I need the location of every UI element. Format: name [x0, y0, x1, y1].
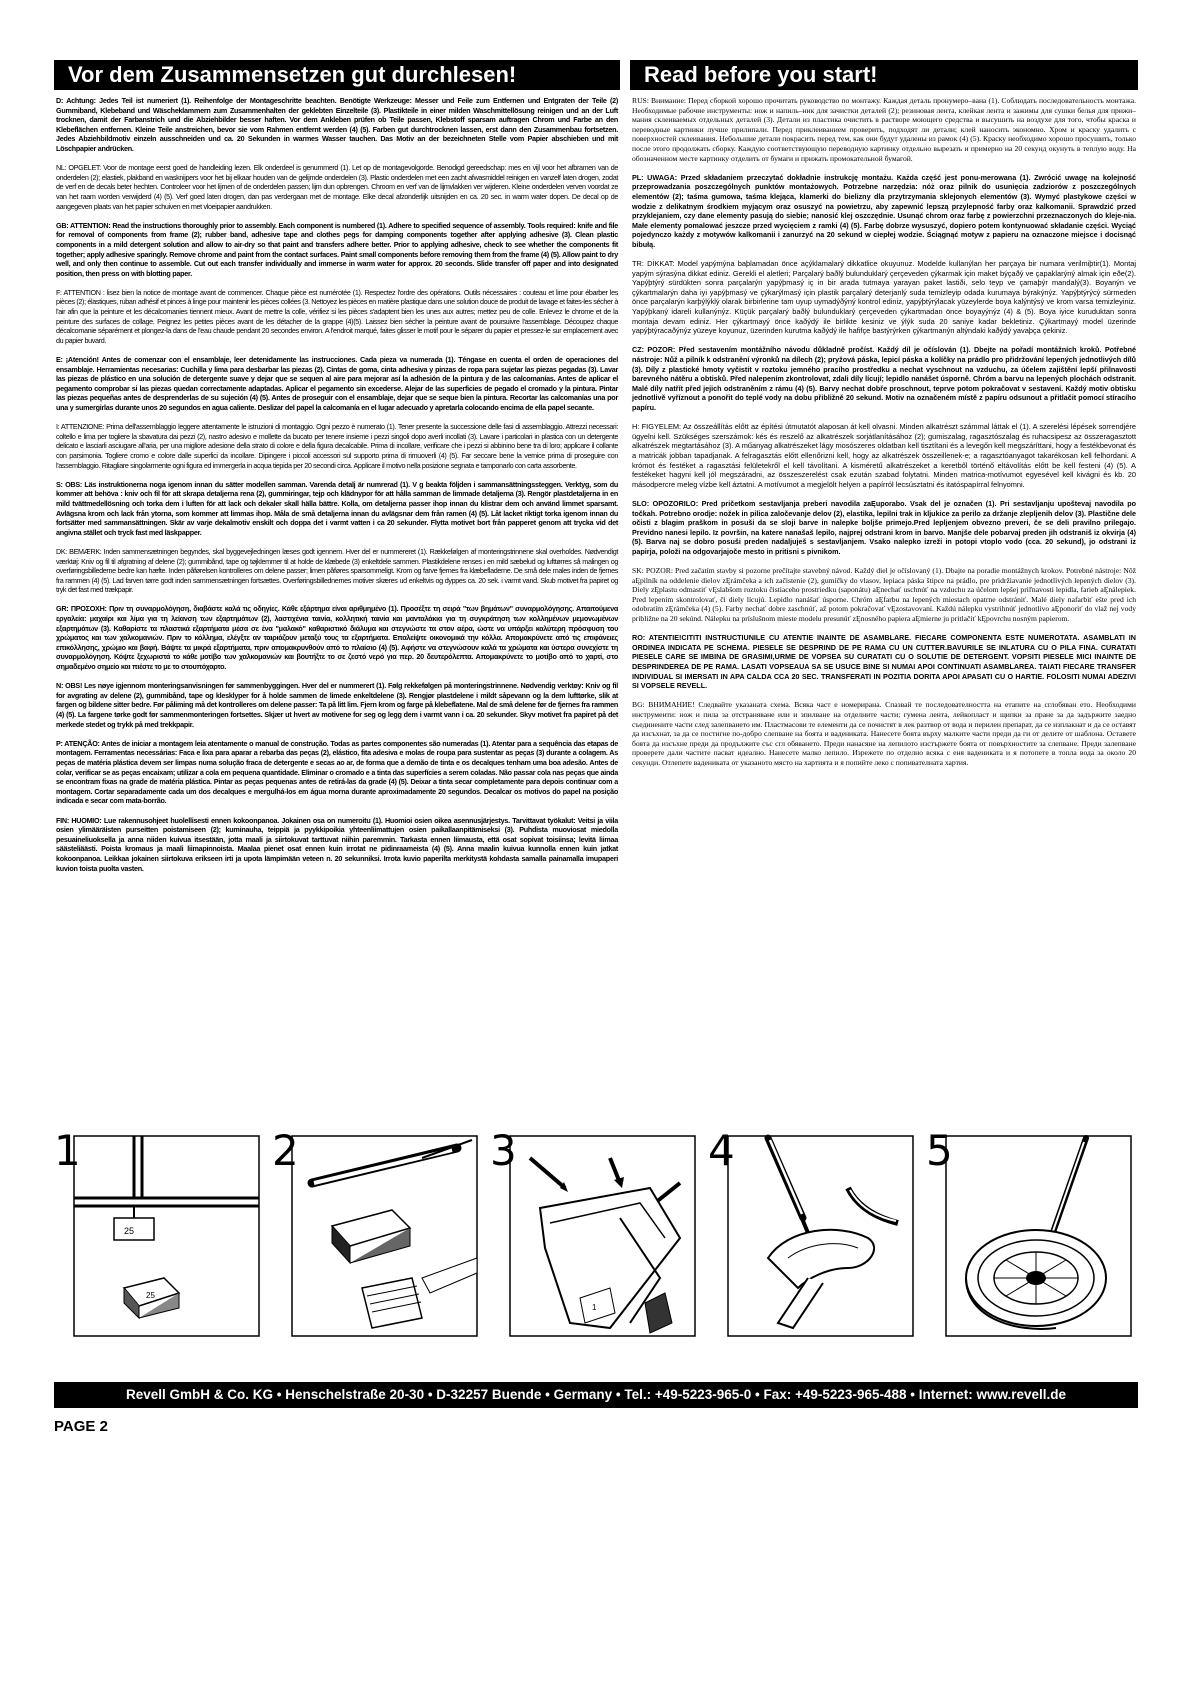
- instruction-paragraph-s: S: OBS: Läs instruktionerna noga igenom innan du sätter modellen samman. Varenda detalj är numrerad (1). V g beakta följden i sammansättningssteggen. Verktyg, som du kommer att behöva : kniv och fil för att skrapa detaljerna rena (2), gummiringar, tejp och klädnypor för att hålla samman de limmade detaljerna (3). Rengör plastdetaljerna in en mild tvättmedellösning och torka dem i luften för att lack och dekaler skall hälla bättre. Kolla, om detaljerna passer ihop innan du klistrar dem och använd limmet sparsamt. Avlägsna krom och lack från ytorna, som kommer att limmas ihop. Måla de små detaljerna innan du avlägsnar dem från ramen (4) (5). Låt lacket riktigt torka igenom innan du fortsätter med sammansättningen. Skär av varje dekalmotiv enskilt och doppa det i varmt vatten i ca 20 sekunder. Flytta motivet bort från papperet genom att trycka vid det angivna stället och tryck fast med läskpapper.: [56, 479, 618, 537]
- page-number: PAGE 2: [54, 1418, 108, 1435]
- clamp-parts-illustration: [490, 1128, 700, 1342]
- figure-4: [708, 1128, 918, 1342]
- instruction-paragraph-slo: SLO: OPOZORILO: Pred pričetkom sestavljanja preberi navodila zaĘuporabo. Vsak del je označen (1). Pri sestavljanju upoštevaj navodila po točkah. Potrebno orodje: nožek in pilica zaločevanje delov (2), elastika, lepilni trak in kljukice za perilo za držanje zlepljenih delov (3). Plastične dele očisti z blagim praškom in posuši da se sloji barve in nalepke boljše primejo.Pred lepljenjem obvezno preveri, če se deli pravilno prilegajo. Previdno nanesi lepilo. Iz površin, na katere nanašaš lepilo, najprej odstrani krom in barvo. Manjše dele pobarvaj preden jih odstraniš iz okvirja (4)(5). Barva naj se dobro posuši preden nadaljuješ s sestavljanjem. Vsako nalepko izreži in potopi vtoplo vodo (cca. 20 sekund), jo odstrani iz papirja, položi na odgovarjajoče mesto in pritisni s pivnikom.: [632, 498, 1136, 556]
- instruction-paragraph-pl: PL: UWAGA: Przed składaniem przeczytać dokładnie instrukcję montażu. Każda część jest ponu-merowana (1). Zwrócić uwagę na kolejność przeprowadzania poszczególnych punktów montażowych. Potrzebne narzędzia: nóż oraz pilnik do usunięcia zadziorów z poszczególnych elementów (2); taśma gumowa, taśma klejąca, klamerki do bielizny dla przytrzymania sklejonych elementów (3). Wymyć plastykowe części w wodzie z delikatnym środkiem myjącym oraz osuszyć na powietrzu, aby zapewnić lepszą przylepność farby oraz kalkomanii. Sprawdzić przed przyklejaniem, czy dane elementy pasują do siebie; nanosić klej oszczędnie. Usunąć chrom oraz farbę z powierzchni przeznaczonych do kleje-nia. Małe elementy pomalować jeszcze przed wycięciem z ramki (4) (5). Farbę dobrze wysuszyć, dopiero potem kontynuować składanie części. Wyciąć pojedynczo każdy z motywów kalkomanii i zanurzyć na 20 sekund w ciepłej wodzie. Ściągnąć motyw z papieru na oznaczone miejsce i docisnąć bibułą.: [632, 172, 1136, 249]
- part-number-label: 25: [146, 1291, 155, 1300]
- assembly-figures: [54, 1128, 1140, 1342]
- instruction-paragraph-ro: RO: ATENTIE!CITITI INSTRUCTIUNILE CU ATENTIE INAINTE DE ASAMBLARE. FIECARE COMPONENTA ESTE NUMEROTATA. ASAMBLATI IN ORDINEA INDICATA PE SCHEMA. PIESELE SE DESPRIND DE PE RAMA CU UN CUTTER.BAVURILE SE INLATURA CU O PILA FINA. CURATATI PIESELE CARE SE IMBINA DE GRASIMI,URME DE VOPSEA SU CURATATI CU O SOLUTIE DE DETERGENT. VOPSITI PIESELE MICI INAINTE DE DESPRINDEREA DE PE RAMA. LASATI VOPSEAUA SA SE USUCE BINE SI NUMAI APOI CONTINUATI ASAMBLAREA. TAIATI FIECARE TRANSFER INDIVIDUAL SI IMERSATI IN APA CALDA CCA 20 SEC. TRANSFERATI IN POZITIA DORITA APOI APASATI CU O HARTIE. FOLOSITI NUMAI ADEZIVI SI VOPSELE REVELL.: [632, 633, 1136, 691]
- painting-small-parts-illustration: [708, 1128, 918, 1342]
- instruction-paragraph-dk: DK: BEMÆRK: Inden sammensætningen begyndes, skal byggevejledningen læses godt igennem. Hver del er nummereret (1). Rækkefølgen af monteringstrinnene skal overholdes. Nødvendigt værktøj: Kniv og fil til afgratning af delene (2); gummibånd, tape og tøjklemmer til at holde de klæbede (3) enkeltdele sammen. Plastikdelene renses i en mild sæbelud og lufttørres så malingen og overføringsbillederne bedre kan hæfte. Inden påførelsen kontrolleres om delene passer; limen påføres sparsommeligt. Krom og farve fjernes fra klæbefladerne. De små dele males inden de fjernes fra rammen (4) (5). Lad farven tørre godt inden sammensætningen fortsættes. Overføringsbillednernes motiver skæres ud enkeltvis og dyppes ca. 20 sek. i varmt vand. Skub motivet fra papiret og tryk det fast med trækpapir.: [56, 546, 618, 595]
- figure-number: 1: [54, 1126, 81, 1175]
- knife-file-illustration: [272, 1128, 482, 1342]
- header-title-english: Read before you start!: [630, 60, 1138, 90]
- instruction-paragraph-fin: FIN: HUOMIO: Lue rakennusohjeet huolellisesti ennen kokoonpanoa. Jokainen osa on numeroitu (1). Huomioi osien oikea asennusjärjestys. Tarvittavat työkalut: Veitsi ja viila osien ylimääräisten purseitten poistamiseen (2); kuminauha, teippiä ja pyykkipoikia yhteenliimattujen osien paikallaanpitämiseksi (3). Puhdista muoviosat miedolla pesuaineliuoksella ja anna niiden kuivua itsestään, jotta maali ja siirtokuvat tarttuvat niihin paremmin. Tarkasta ennen liimausta, että osat sopivat toisiinsa; levitä liimaa säästeliäästi. Poista kromaus ja maali liimapinnoista. Maalaa pienet osat ennen kuin irrotat ne pidinraameista (4) (5). Anna maalin kuivua kunnolla ennen kuin jatkat kokoonpanoa. Leikkaa jokainen siirtokuva erikseen irti ja upota lämpimään veteen n. 20 sekunniksi. Irrota kuvio paperilta merkitystä kohdasta samalla painamalla imupaperi kuvion toista puolta vasten.: [56, 815, 618, 873]
- figure-1: [54, 1128, 264, 1342]
- instruction-paragraph-tr: TR: DİKKAT: Model yapýmýna baþlamadan önce açýklamalarý dikkatlice okuyunuz. Modelde kullanýlan her parçaya bir numara verilmiþtir(1). Montaj yapým sýrasýna dikkat ediniz. Gerekli el aletleri; Parçalarý baðlý bulunduklarý çerçeveden çýkarmak için maket býçaðý ve çapaklarýný almak için eðe(2). Yapýþtýrý sürdükten sonra parçalarýn yapýþmasý iç in bir arada tutmaya yarayan paket lastiði, selo teyp ve çamaþýr mandalý(3). Boyanýn ve çýkartmalarýn daha iyi yapýþmasý ve çýkarýlmasý için plastik parçalarý deterjanlý suda temizleyip odada kurumaya býrakýnýz. Yapýþtýrýcý sürmeden önce parçalarýn karþýlýklý olarak birbirlerine tam uyup uymadýðýný kontrol ediniz, yapýþtýrýlacak yüzeylerde boya kalýntýsý ve krom varsa temizleyiniz. Yapýþkaný idareli kullanýnýz. Küçük parçalarý baðlý bulunduklarý çerçeveden çýkartmadan önce boyayýnýz (4) & (5). Boya iyice kuruduktan sonra montaja devam ediniz. Her çýkartmayý önce kaðýdý ile birlikte kesiniz ve ýlýk suda 20 saniye kadar bekletiniz. Çýkartmayý model üzerinde yapýþtýracaðýnýz yüzeye koyunuz, üzerinden kurutma kaðýdý ile hafifçe bastýrýrken çýkartmanýn altýndaki kaðýdý yavaþça çekiniz.: [632, 259, 1136, 336]
- instruction-paragraph-nl: NL: OPGELET: Voor de montage eerst goed de handleiding lezen. Elk onderdeel is genummerd (1). Let op de montagevolgorde. Benodigd gereedschap: mes en vijl voor het afbramen van de onderdelen (2); elastiek, plakband en wasknijpers voor het bij elkaar houden van de gelijmde onderdelen (3). Plastic onderdelen met een zacht afwasmiddel reinigen en vanzelf laten drogen, zodat de verf en de decals beter hechten. Controleer voor het lijmen of de onderdelen passen; lijm dun opbrengen. Chroom en verf van de lijmvlakken ver wijderen. Kleine onderdelen verven voordat ze van het raam worden verwijderd (4) (5). Verf goed laten drogen, dan pas verdergaan met de montage. Elke decal afzonderlijk uitsnijden en ca. 20 sec. in warm water dopen. De decal op de aangegeven plaats van het papier schuiven en met vloeipapier aandrukken.: [56, 163, 618, 211]
- figure-number: 2: [272, 1126, 299, 1175]
- painting-wheel-illustration: [926, 1128, 1136, 1342]
- right-instructions-column: [632, 96, 1136, 777]
- instruction-paragraph-de: D: Achtung: Jedes Teil ist numeriert (1). Reihenfolge der Montageschritte beachten. Benötigte Werkzeuge: Messer und Feile zum Entfernen und Entgraten der Teile (2) Gummiband, Klebeband und Wäscheklammern zum Zusammenhalten der geklebten Einzelteile (3). Plastikteile in einer milden Waschmittellösung reinigen und an der Luft trocknen, damit der Farbanstrich und die Abziehbilder besser haften. Vor dem Ankleben prüfen ob Teile passen, Klebstoff sparsam auftragen Chrom und Farbe an den Klebeflächen entfernen. Kleine Teile anstreichen, bevor sie vom Rahmen entfernt werden (4) (5). Farben gut durchtrocknen lassen, erst dann den Zusammenbau fortsetzen. Jedes Abziehbildmotiv einzeln ausschneiden und ca. 20 Sekunden in warmes Wasser tauchen. Das Motiv an der bezeichneten Stelle vom Papier abschieben und mit Löschpapier andrücken.: [56, 96, 618, 153]
- part-number-label: 25: [124, 1226, 135, 1236]
- instruction-paragraph-i: I: ATTENZIONE: Prima dell'assemblaggio leggere attentamente le istruzioni di montaggio. Ogni pezzo è numerato (1). Tener presente la successione delle fasi di assemblaggio. Attrezzi necessari: coltello e lima per togliere la sbavatura dai pezzi (2), nastro adesivo e mollette da bucato per tenere insieme i pezzi singoli dopo averli incollati (3). Lavare i particolari in plastica con un detergente delicato e lasciarli asciugare all'aria, per una migliore adesione della strato di colore e della figura decalcabile. Prima di incollare, verificare che i pezzi si abbinino bene tra di loro; applicare il collante con parsimonia. Togliere cromo e colore dalle superfici da incollare. Dipingere i piccoli accessori sul supporto prima di rimuoverli (4) (5). Far seccare bene la vernice prima di proseguire con l'assemblaggio. Ritagliare singolarmente ogni figura ed immergerla in acqua tiepida per 20 secondi circa. Applicare il motivo nella posizione segnata e tamponarlo con carta assorbente.: [56, 422, 618, 470]
- instruction-paragraph-n: N: OBS! Les nøye igjennom monteringsanvisningen før sammenbyggingen. Hver del er nummerert (1). Følg rekkefølgen på monteringstrinnene. Nødvendig verktøy: Kniv og fil for avgrating av delene (2), gummibånd, tape og klesklyper for å holde sammen de limede enkeltdelene (3). Rengjør plastdelene i mildt såpevann og la dem lufttørke, slik at fargen og bildene sitter bedre. Før påliming må det kontrolleres om delene passer: Ta på litt lim. Fjern krom og farge på klebeflatene. Mal de små delene før de fjernes fra rammen (4) (5). La fargene tørke godt før sammenmonteringen fortsettes. Skjær ut hvert av motivene for seg og legg dem i varmt vann i ca. 20 sekunder. Skyv motivet fra papiret på det merkede stedet og trykk på med trekkpapir.: [56, 681, 618, 729]
- figure-5: [926, 1128, 1136, 1342]
- instruction-paragraph-cz: CZ: POZOR: Před sestavením montážního návodu důkladně pročíst. Každý díl je očíslován (1). Dbejte na pořadí montážních kroků. Potřebné nástroje: Nůž a pilník k odstranění výronků na dílech (2); pryžová páska, lepicí páska a kolíčky na prádlo pro přidržování lepených jednotlivých dílů (3). Díly z plastické hmoty vyčistit v roztoku jemného pracího prostředku a nechat vyschnout na vzduchu, za účelem zajištění lepší přilnavosti barevného nátěru a obtisků. Před nalepením zkontrolovat, zdali díly lícují; lepidlo nanášet úsporně. Chróm a barvu na lepených plochách odstranit. Malé díly natřít před jejich odstraněním z rámu (4) (5). Barvy nechat dobře proschnout, teprve potom pokračovat v sestavení. Každý motiv obtisku jednotlivě vyříznout a ponořit do teplé vody na dobu přibližně 20 sekund. Motiv na označeném místě z papíru odsunout a přitlačit pomocí stíracího papíru.: [632, 345, 1136, 412]
- instruction-paragraph-rus: RUS: Внимание: Перед сборкой хорошо прочитать руководство по монтажу. Каждая деталь пронумеро–вана (1). Соблюдать последовательность монтажа. Необходимые рабочие инструменты: нож и напиль–ник для зачистки деталей (2); резиновая лента, клейкая лента и зажимы для сушки белья для прижи–мания склеиваемых отдельных деталей (3). Детали из пластика очистить в растворе моющего средства и высушить на воздухе для того, чтобы краска и переводные картинки лучше прилипали. Перед приклеиванием проверить, подходят ли детали; клей наносить экономно. Хром и краску удалить с поверхностей склеивания. Небольшие детали покрасить перед тем, как они будут удалены из рамок (4) (5). Краску необходимо хорошо просушить, только после этого продолжать сборку. Каждую соответствующую переводную картинку отдельно вырезать и примерно на 20 секунд окунуть в теплую воду. На обозначенном месте картинку отделить от бумаги и прижать промокательной бумагой.: [632, 96, 1136, 163]
- figure-3: [490, 1128, 700, 1342]
- instruction-paragraph-h: H: FIGYELEM: Az összeállítás előtt az építési útmutatót alaposan át kell olvasni. Minden alkatrészt számmal láttak el (1). A szerelési lépések sorrendjére ügyelni kell. Szükséges szerszámok: kés és reszelő az alkatrészek sorjátlanításához (2); gumiszalag, ragasztószalag és ruhacsipesz az összeragasztott alkatrészek megtartásához (3). A műanyag alkatrészeket lágy mosószeres oldatban kell tisztítani és a levegőn kell megszáríttani, hogy a festékbevonat és a matricák jobban tapadjanak. A felragasztás előtt ellenőrizni kell, hogy az alkatrészek összeillenek-e; a ragasztóanyagot takarékosan kell felhordani. A krómot és festéket a ragasztási felületekről el kell távolítani. A kisméretű alkatrészeket a keretből történő eltávolítás előtt be kell festeni (4) (5). A festékeket hagyni kell jól megszáradni, az összeszerelést csak ezután szabad folytatni. Minden matrica-motívumot egyesével kell kivágni és kb. 20 másodpercre meleg vízbe kell áztatni. A motívumot a megjelölt helyen a papírról lecsúsztatni és itatóspapírral felnyomni.: [632, 422, 1136, 489]
- figure-number: 5: [926, 1126, 953, 1175]
- instruction-paragraph-f: F: ATTENTION : lisez bien la notice de montage avant de commencer. Chaque pièce est numérotée (1). Respectez l'ordre des opérations. Outils nécessaires : couteau et lime pour ébarber les pièces (2); élastiques, ruban adhésif et pinces à linge pour maintenir les pièces collées (3. Nettoyez les pièces en matière plastique dans une solution douce de produit de lavage et faites-les sécher à l'air afin que la peinture et les décalcomanies tiennent mieux. Avant de mettre la colle, vérifiez si les pièces s'adaptent bien les unes aux autres; mettez peu de colle. Enlevez le chrome et de la peinture des surfaces de collage. Peignez les petites pièces avant de les détacher de la grappe (4)(5). Laissez bien sécher la peinture avant de poursuivre l'assemblage. Découpez chaque décalcomanie séparément et plongez-la dans de l'eau chaude pendant 20 secondes environ. A l'endroit marqué, faites glisser le motif pour le séparer du papier et pressez-le sur emplacement avec du papier buvard.: [56, 287, 618, 345]
- figure-2: [272, 1128, 482, 1342]
- figure-number: 4: [708, 1126, 735, 1175]
- instruction-paragraph-e: E: ¡Atención! Antes de comenzar con el ensamblaje, leer detenidamente las instrucciones. Cada pieza va numerada (1). Téngase en cuenta el orden de operaciones del ensamblaje. Herramientas necesarias: Cuchilla y lima para desbarbar las piezas (2). Cintas de goma, cinta adhesiva y pinzas de ropa para sujetar las piezas pegadas (3). Lavar las piezas de plástico en una solución de detergente suave y dejar que se sequen al aire para mejorar así la adhesión de la pintura y de las calcomanías. Antes de aplicar el pegamento comprobar si las piezas quedan correctamente adaptadas. Aplicar el pegamento sin excederse. Alejar de las superficies de pegado el cromado y la pintura. Pintar las piezas pequeñas antes de desprenderlas de su sujeción (4) (5). Antes de proseguir con el ensamblaje, dejar que se seque bien la pintura. Recortar las calcomanías una por una y sumergirlas durante unos 20 segundos en agua caliente. Deslizar del papel la calcomanía en el lugar adecuado y apretarla colocando encima de ella papel secante.: [56, 355, 618, 412]
- instruction-paragraph-sk: SK: POZOR: Pred začatím stavby si pozorne prečítajte stavebný návod. Každý diel je očíslovaný (1). Dbajte na poradie montážnych krokov. Potrebné nástroje: Nôž aĘpilník na oddelenie dielov zĘrámčeka a ich začistenie (2), gumičky do vlasov, lepiaca páska štipce na prádlo, pre pridržiavanie jednotlivých lepených dielov (3). Diely zĘplastu odmastiť vĘslabšom roztoku čistiaceho prostriedku (saponátu) aĘnechať uschnúť na vzduchu za účelom lepšej priľnavosti lepidla, farieb aĘnálepiek. Pred lepením skontrolovať, či diely lícujú. Lepidlo nanášať úsporne. Chróm aĘfarbu na lepených miestach opatrne odstrániť. Malé diely nafarbiť ešte pred ich odobratím zĘrámčeka (4) (5). Farby nechať dobre zaschnúť, až potom pokračovať vĘzostavovaní. Každú nálepku vystrihnúť jednotlivo aĘponoriť do vlaž nej vody približne na 20 sekúnd. Nálepku na príslušnom mieste modelu presunúť zĘnosného papiera aĘmierne ju pritlačiť kĘpovrchu nosným papierom.: [632, 566, 1136, 624]
- instruction-paragraph-p: P: ATENÇÃO: Antes de iniciar a montagem leia atentamente o manual de construção. Todas as partes componentes são numeradas (1). Atentar para a sequência das etapas de montagem. Ferramentas necessárias: Faca e lixa para aparar a rebarba das peças (2), elástico, fita adesiva e molas de roupa para sustentar as peças (3) durante a colagem. As peças de matéria plástica devem ser limpas numa solução fraca de detergente e secas ao ar, de forma que a demão de tinta e os decalques tenham uma boa adesão. Antes de colar, verificar se as peças encaixam; utilizar a cola em pequena quantidade. Eliminar o cromado e a tinta das superfícies a serem coladas. Não passar cola nas peças que ainda se encontram fixas na grade de matéria plástica. Pintar as peças pequenas antes de retirá-las da grade (4) (5). Deixar a tinta secar completamente para depois continuar com a montagem. Cortar separadamente cada um dos decalques e mergulhá-los em água morna durante aproximadamente 20 segundos. Decalcar os motivos do papel na posição indicada e secar com mata-borrão.: [56, 738, 618, 806]
- instruction-paragraph-bg: BG: ВНИМАНИЕ! Следвайте указаната схема. Всяка част е номерирана. Спазвай те последователността на етапите на сглобяван ето. Необходими инструменти: нож и пила за отстраняване или и зпилване на отделните части; гумена лента, лейкопласт и щипки за пране за да задържите заедно съединените части след залепването им. Пластмасови те елементи да се почистят в лек разтвор от вода и перилен препарат, да се изплакнат и да се оставят да изсъхнат, за да се постигне по-добро слепване на боята и вадениката. Нанесете боята върху малките части преди да ги от делите от шаблона. Оставете боята да изсъхне преди да продължите със сгл обяването. Преди нанасяне на лепилото изстържете боята от повърхностите за слепване. Преди залепване проверете дали частите пасват идеално. Нанесете малко лепило. Изрежете по отделно всяка с еня вадениката и я потопете в топла вода за около 20 секунди. Отлепете вадениката от указаното място на хартията и я попийте леко с попивателната хартия.: [632, 700, 1136, 767]
- left-instructions-column: [56, 96, 618, 883]
- instruction-paragraph-gr: GR: ΠΡΟΣΟΧΗ: Πριν τη συναρμολόγηση, διαβάστε καλά τις οδηγίες. Κάθε εξάρτημα είναι αριθμημένο (1). Προσέξτε τη σειρά "των βημάτων" συναρμολόγησης. Απαιτούμενα εργαλεία: μαχαίρι και λίμα για τη λείανση των εξαρτημάτων (2), λαστιχένια ταινία, κολλητική ταινία και μανταλάκια για τη συγκράτηση των κολλημένων μεμονωμένων εξαρτημάτων (3). Καθαρίστε τα πλαστικά εξαρτήματα μέσα σε ένα "μαλακό" καθαριστικό διάλυμα και στεγνώστε τα στον αέρα, ώστε να υπάρξει καλύτερη πρόσφυση του χρώματος και των χαλκομανιών. Πριν το κόλλημα, ελέγξτε αν ταιριάζουν μεταξύ τους τα εξαρτήματα. Επαλείψτε οικονομικά την κόλλα. Απομακρύνετε από τις επιφάνειες επικόλλησης, χρώμιο και βαφή. Βάψτε τα μικρά εξαρτήματα, πριν απομακρυνθούν από το πλαίσιο (4) (5). Αφήστε να στεγνώσουν καλά τα χρώματα και ύστερα συνεχίστε τη συναρμολόγηση. Κόψτε ξεχωριστά το κάθε μοτίβο των χαλκομανιών και βουτήξτε το σε ζεστό νερό για περ. 20 δευτερόλεπτα. Απομακρύνετε το μοτίβο από το χαρτί, στο σημαδεμένο σημείο και πιέστε το με το στουπόχαρτο.: [56, 604, 618, 672]
- part-number-label: 1: [592, 1303, 597, 1312]
- header-title-german: Vor dem Zusammensetzen gut durchlesen!: [54, 60, 620, 90]
- instruction-paragraph-gb: GB: ATTENTION: Read the instructions thoroughly prior to assembly. Each component is numbered (1). Adhere to specified sequence of assembly. Tools required: knife and file for removal of components from frame (2); rubber band, adhesive tape and clothes pegs for damping components together after applying adhesive (3). Clean plastic components in a mild detergent solution and allow to air-dry so that paint and transfers adhere better. Prior to applying adhesive, check to see whether the components fit together; apply adhesive sparingly. Remove chrome and paint from the contact surfaces. Paint small components before removing them from the frame (4) (5). Allow paint to dry well, and only then continue to assemble. Cut out each transfer individually and immerse in warm water for approx. 20 seconds. Slide transfer off paper and into designated position, then press on with blotting paper.: [56, 220, 618, 278]
- footer-address-bar: Revell GmbH & Co. KG • Henschelstraße 20-30 • D-32257 Buende • Germany • Tel.: +49-5223-965-0 • Fax: +49-5223-965-488 • Internet: www.revell.de: [54, 1382, 1138, 1408]
- sprue-part-illustration: [54, 1128, 264, 1342]
- figure-number: 3: [490, 1126, 517, 1175]
